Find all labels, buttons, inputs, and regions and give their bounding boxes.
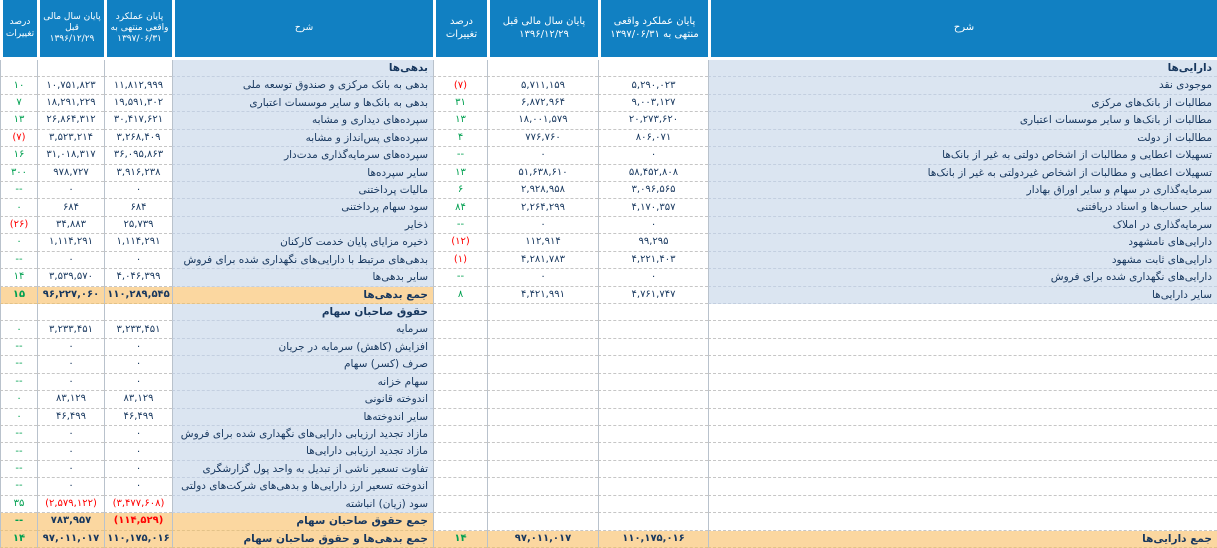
table-row (433, 112, 1217, 129)
description-cell[interactable] (708, 426, 1217, 443)
empty-row (433, 461, 1217, 478)
current-value-cell[interactable] (598, 374, 708, 391)
change-percent-cell[interactable]: ۱۶ (0, 147, 37, 164)
description-cell[interactable] (708, 409, 1217, 426)
change-percent-cell[interactable]: ۰ (0, 391, 37, 408)
section-header-row (0, 60, 433, 77)
table-row (433, 77, 1217, 94)
current-value-cell[interactable]: ۰ (104, 443, 172, 460)
current-value-cell[interactable]: ۴,۰۴۶,۳۹۹ (104, 269, 172, 286)
current-value-cell[interactable] (104, 60, 172, 77)
assets-table-body (433, 60, 1217, 548)
description-cell[interactable]: سود سهام پرداختنی (172, 199, 433, 216)
description-cell[interactable]: مازاد تجدید ارزیابی دارایی‌ها (172, 443, 433, 460)
description-cell[interactable] (708, 304, 1217, 321)
description-cell[interactable] (708, 443, 1217, 460)
change-percent-cell[interactable] (433, 513, 487, 530)
previous-value-cell[interactable]: ۰ (487, 269, 598, 286)
change-percent-cell[interactable]: ۴ (433, 130, 487, 147)
change-percent-cell[interactable] (433, 374, 487, 391)
description-cell[interactable]: سرمایه‌گذاری در سهام و سایر اوراق بهادار (708, 182, 1217, 199)
table-row (433, 217, 1217, 234)
description-cell[interactable]: بدهی‌های مرتبط با دارایی‌های نگهداری شده برای فروش (172, 252, 433, 269)
current-value-cell[interactable] (598, 60, 708, 77)
liabilities-column-header-current-period[interactable]: پایان عملکرد واقعی منتهی به ۱۳۹۷/۰۶/۳۱ (104, 0, 172, 57)
description-cell[interactable]: جمع بدهی‌ها (172, 287, 433, 304)
total-row (0, 513, 433, 530)
previous-value-cell[interactable] (487, 60, 598, 77)
table-row (0, 374, 433, 391)
current-value-cell[interactable] (104, 304, 172, 321)
previous-value-cell[interactable]: ۷۸۳,۹۵۷ (37, 513, 104, 530)
description-cell[interactable]: جمع دارایی‌ها (708, 531, 1217, 548)
description-cell[interactable]: سایر سپرده‌ها (172, 165, 433, 182)
liabilities-header-row (0, 0, 433, 57)
previous-value-cell[interactable]: ۰ (37, 478, 104, 495)
liabilities-column-header-description[interactable]: شرح (172, 0, 433, 57)
change-percent-cell[interactable]: ۷ (0, 95, 37, 112)
current-value-cell[interactable]: ۳,۰۹۶,۵۶۵ (598, 182, 708, 199)
current-value-cell[interactable]: ۳۰,۴۱۷,۶۲۱ (104, 112, 172, 129)
description-cell[interactable]: سایر دارایی‌ها (708, 287, 1217, 304)
previous-value-cell[interactable]: ۱۰,۷۵۱,۸۲۳ (37, 77, 104, 94)
description-cell[interactable] (708, 374, 1217, 391)
table-row (0, 269, 433, 286)
previous-value-cell[interactable]: ۳,۵۳۹,۵۷۰ (37, 269, 104, 286)
assets-header-row (433, 0, 1217, 57)
description-cell[interactable]: سپرده‌های پس‌انداز و مشابه (172, 130, 433, 147)
current-value-cell[interactable]: ۹,۰۰۳,۱۲۷ (598, 95, 708, 112)
previous-value-cell[interactable]: ۰ (37, 461, 104, 478)
previous-value-cell[interactable] (487, 339, 598, 356)
previous-value-cell[interactable] (487, 513, 598, 530)
change-percent-cell[interactable] (0, 304, 37, 321)
description-cell[interactable]: سود (زیان) انباشته (172, 496, 433, 513)
previous-value-cell[interactable]: ۱۸,۲۹۱,۲۲۹ (37, 95, 104, 112)
previous-value-cell[interactable] (487, 321, 598, 338)
previous-value-cell[interactable]: ۹۷۸,۷۲۷ (37, 165, 104, 182)
change-percent-cell[interactable]: (۲۶) (0, 217, 37, 234)
assets-column-header-description[interactable]: شرح (708, 0, 1217, 57)
description-cell[interactable]: تفاوت تسعیر ناشی از تبدیل به واحد پول گزارشگری (172, 461, 433, 478)
table-row (0, 165, 433, 182)
current-value-cell[interactable]: ۸۰۶,۰۷۱ (598, 130, 708, 147)
current-value-cell[interactable]: ۱,۱۱۴,۲۹۱ (104, 234, 172, 251)
current-value-cell[interactable] (598, 496, 708, 513)
previous-value-cell[interactable]: ۰ (37, 426, 104, 443)
table-row (433, 182, 1217, 199)
current-value-cell[interactable]: ۱۱,۸۱۲,۹۹۹ (104, 77, 172, 94)
table-row (433, 95, 1217, 112)
previous-value-cell[interactable]: ۳,۲۳۳,۴۵۱ (37, 321, 104, 338)
current-value-cell[interactable]: ۰ (104, 182, 172, 199)
previous-value-cell[interactable] (37, 60, 104, 77)
empty-row (433, 496, 1217, 513)
previous-value-cell[interactable]: ۱۸,۰۰۱,۵۷۹ (487, 112, 598, 129)
current-value-cell[interactable]: ۰ (104, 478, 172, 495)
table-row (0, 112, 433, 129)
change-percent-cell[interactable] (433, 60, 487, 77)
table-row (433, 199, 1217, 216)
previous-value-cell[interactable]: ۰ (487, 217, 598, 234)
change-percent-cell[interactable] (433, 339, 487, 356)
previous-value-cell[interactable]: ۱۱۲,۹۱۴ (487, 234, 598, 251)
change-percent-cell[interactable]: ۱۳ (0, 112, 37, 129)
table-row (0, 130, 433, 147)
description-cell[interactable] (708, 339, 1217, 356)
description-cell[interactable]: افزایش (کاهش) سرمایه در جریان (172, 339, 433, 356)
current-value-cell[interactable] (598, 426, 708, 443)
table-row (0, 217, 433, 234)
change-percent-cell[interactable]: ۰ (0, 199, 37, 216)
description-cell[interactable]: مالیات پرداختنی (172, 182, 433, 199)
table-row (433, 130, 1217, 147)
change-percent-cell[interactable]: (۷) (0, 130, 37, 147)
change-percent-cell[interactable]: -- (0, 443, 37, 460)
description-cell[interactable]: تسهیلات اعطایی و مطالبات از اشخاص غیردولتی به غیر از بانک‌ها (708, 165, 1217, 182)
previous-value-cell[interactable]: ۰ (37, 374, 104, 391)
current-value-cell[interactable]: ۱۹,۵۹۱,۳۰۲ (104, 95, 172, 112)
previous-value-cell[interactable]: ۵۱,۶۳۸,۶۱۰ (487, 165, 598, 182)
table-row (0, 356, 433, 373)
description-cell[interactable]: سایر حساب‌ها و اسناد دریافتنی (708, 199, 1217, 216)
empty-row (433, 478, 1217, 495)
previous-value-cell[interactable] (487, 356, 598, 373)
current-value-cell[interactable] (598, 513, 708, 530)
previous-value-cell[interactable] (487, 496, 598, 513)
change-percent-cell[interactable]: (۷) (433, 77, 487, 94)
table-row (0, 478, 433, 495)
current-value-cell[interactable] (598, 461, 708, 478)
change-percent-cell[interactable]: (۱) (433, 252, 487, 269)
previous-value-cell[interactable]: ۰ (37, 443, 104, 460)
current-value-cell[interactable]: ۰ (104, 252, 172, 269)
description-cell[interactable] (708, 496, 1217, 513)
previous-value-cell[interactable]: ۳۴,۸۸۳ (37, 217, 104, 234)
previous-value-cell[interactable]: ۹۶,۲۲۷,۰۶۰ (37, 287, 104, 304)
assets-column-header-previous-year[interactable]: پایان سال مالی قبل ۱۳۹۶/۱۲/۲۹ (487, 0, 598, 57)
change-percent-cell[interactable]: ۶ (433, 182, 487, 199)
table-row (433, 234, 1217, 251)
liabilities-column-header-change-percent[interactable]: درصد تغییرات (0, 0, 37, 57)
current-value-cell[interactable] (598, 443, 708, 460)
current-value-cell[interactable]: ۶۸۴ (104, 199, 172, 216)
previous-value-cell[interactable] (487, 426, 598, 443)
description-cell[interactable] (708, 391, 1217, 408)
current-value-cell[interactable]: ۱۱۰,۲۸۹,۵۴۵ (104, 287, 172, 304)
description-cell[interactable]: موجودی نقد (708, 77, 1217, 94)
assets-column-header-current-period[interactable]: پایان عملکرد واقعی منتهی به ۱۳۹۷/۰۶/۳۱ (598, 0, 708, 57)
description-cell[interactable]: سپرده‌های دیداری و مشابه (172, 112, 433, 129)
change-percent-cell[interactable]: -- (0, 182, 37, 199)
current-value-cell[interactable]: ۳,۹۱۶,۲۳۸ (104, 165, 172, 182)
table-row (0, 182, 433, 199)
previous-value-cell[interactable]: ۹۷,۰۱۱,۰۱۷ (37, 531, 104, 548)
table-row (0, 234, 433, 251)
current-value-cell[interactable]: ۴,۲۲۱,۴۰۳ (598, 252, 708, 269)
change-percent-cell[interactable] (433, 478, 487, 495)
liabilities-table-body (0, 60, 433, 548)
assets-table (433, 0, 1217, 548)
current-value-cell[interactable]: ۰ (104, 374, 172, 391)
current-value-cell[interactable]: ۰ (598, 269, 708, 286)
previous-value-cell[interactable] (487, 374, 598, 391)
table-row (0, 199, 433, 216)
previous-value-cell[interactable]: ۴,۲۸۱,۷۸۳ (487, 252, 598, 269)
description-cell[interactable] (708, 461, 1217, 478)
previous-value-cell[interactable]: ۰ (37, 356, 104, 373)
previous-value-cell[interactable]: (۲,۵۷۹,۱۲۲) (37, 496, 104, 513)
empty-row (433, 426, 1217, 443)
previous-value-cell[interactable] (487, 391, 598, 408)
description-cell[interactable]: دارایی‌های نگهداری شده برای فروش (708, 269, 1217, 286)
current-value-cell[interactable]: ۰ (104, 426, 172, 443)
table-row (0, 339, 433, 356)
previous-value-cell[interactable]: ۹۷,۰۱۱,۰۱۷ (487, 531, 598, 548)
change-percent-cell[interactable] (433, 391, 487, 408)
description-cell[interactable]: ذخیره مزایای پایان خدمت کارکنان (172, 234, 433, 251)
current-value-cell[interactable]: ۱۱۰,۱۷۵,۰۱۶ (104, 531, 172, 548)
table-row (0, 443, 433, 460)
change-percent-cell[interactable]: ۳۵ (0, 496, 37, 513)
previous-value-cell[interactable]: ۵,۷۱۱,۱۵۹ (487, 77, 598, 94)
description-cell[interactable]: سایر اندوخته‌ها (172, 409, 433, 426)
previous-value-cell[interactable]: ۷۷۶,۷۶۰ (487, 130, 598, 147)
current-value-cell[interactable]: ۳,۲۳۳,۴۵۱ (104, 321, 172, 338)
empty-row (433, 443, 1217, 460)
change-percent-cell[interactable] (433, 409, 487, 426)
current-value-cell[interactable]: ۳۶,۰۹۵,۸۶۳ (104, 147, 172, 164)
table-row (0, 147, 433, 164)
change-percent-cell[interactable] (433, 461, 487, 478)
change-percent-cell[interactable]: -- (0, 513, 37, 530)
change-percent-cell[interactable]: ۸ (433, 287, 487, 304)
description-cell[interactable]: سرمایه (172, 321, 433, 338)
change-percent-cell[interactable]: ۱۳ (433, 112, 487, 129)
change-percent-cell[interactable]: ۱۴ (433, 531, 487, 548)
current-value-cell[interactable]: ۴,۷۶۱,۷۴۷ (598, 287, 708, 304)
change-percent-cell[interactable]: (۱۲) (433, 234, 487, 251)
current-value-cell[interactable] (598, 356, 708, 373)
description-cell[interactable]: بدهی به بانک مرکزی و صندوق توسعه ملی (172, 77, 433, 94)
previous-value-cell[interactable]: ۰ (37, 339, 104, 356)
table-row (0, 252, 433, 269)
current-value-cell[interactable]: ۲۰,۲۷۳,۶۲۰ (598, 112, 708, 129)
change-percent-cell[interactable]: -- (433, 217, 487, 234)
current-value-cell[interactable]: ۵,۲۹۰,۰۲۳ (598, 77, 708, 94)
description-cell[interactable] (708, 478, 1217, 495)
description-cell[interactable]: مطالبات از بانک‌های مرکزی (708, 95, 1217, 112)
table-row (433, 287, 1217, 304)
table-row (0, 77, 433, 94)
table-row (433, 165, 1217, 182)
change-percent-cell[interactable]: ۱۴ (0, 269, 37, 286)
empty-row (433, 321, 1217, 338)
current-value-cell[interactable] (598, 478, 708, 495)
empty-row (433, 391, 1217, 408)
previous-value-cell[interactable]: ۴,۴۲۱,۹۹۱ (487, 287, 598, 304)
previous-value-cell[interactable]: ۰ (37, 182, 104, 199)
current-value-cell[interactable]: ۱۱۰,۱۷۵,۰۱۶ (598, 531, 708, 548)
current-value-cell[interactable] (598, 304, 708, 321)
previous-value-cell[interactable]: ۲۶,۸۶۴,۳۱۲ (37, 112, 104, 129)
change-percent-cell[interactable] (433, 496, 487, 513)
current-value-cell[interactable]: ۹۹,۲۹۵ (598, 234, 708, 251)
change-percent-cell[interactable]: ۰ (0, 409, 37, 426)
table-row (0, 496, 433, 513)
current-value-cell[interactable]: ۵۸,۴۵۲,۸۰۸ (598, 165, 708, 182)
previous-value-cell[interactable] (487, 478, 598, 495)
current-value-cell[interactable]: ۰ (104, 461, 172, 478)
previous-value-cell[interactable] (487, 409, 598, 426)
empty-row (433, 304, 1217, 321)
change-percent-cell[interactable]: -- (0, 478, 37, 495)
current-value-cell[interactable]: ۴,۱۷۰,۳۵۷ (598, 199, 708, 216)
previous-value-cell[interactable]: ۰ (487, 147, 598, 164)
table-row (433, 147, 1217, 164)
description-cell[interactable]: صرف (کسر) سهام (172, 356, 433, 373)
previous-value-cell[interactable]: ۰ (37, 252, 104, 269)
previous-value-cell[interactable]: ۳۱,۰۱۸,۳۱۷ (37, 147, 104, 164)
table-row (0, 461, 433, 478)
previous-value-cell[interactable]: ۴۶,۴۹۹ (37, 409, 104, 426)
change-percent-cell[interactable]: ۱۴ (0, 531, 37, 548)
change-percent-cell[interactable] (433, 356, 487, 373)
table-row (0, 391, 433, 408)
previous-value-cell[interactable]: ۲,۲۶۴,۲۹۹ (487, 199, 598, 216)
change-percent-cell[interactable]: -- (433, 269, 487, 286)
description-cell[interactable]: مطالبات از دولت (708, 130, 1217, 147)
change-percent-cell[interactable] (433, 321, 487, 338)
previous-value-cell[interactable] (487, 304, 598, 321)
current-value-cell[interactable]: ۰ (598, 147, 708, 164)
previous-value-cell[interactable]: ۱,۱۱۴,۲۹۱ (37, 234, 104, 251)
change-percent-cell[interactable] (433, 304, 487, 321)
current-value-cell[interactable]: ۳,۲۶۸,۴۰۹ (104, 130, 172, 147)
table-row (0, 95, 433, 112)
table-row (433, 252, 1217, 269)
total-row (0, 287, 433, 304)
empty-row (433, 356, 1217, 373)
liabilities-equity-table (0, 0, 433, 548)
description-cell[interactable]: دارایی‌های نامشهود (708, 234, 1217, 251)
current-value-cell[interactable] (598, 409, 708, 426)
change-percent-cell[interactable]: ۸۴ (433, 199, 487, 216)
current-value-cell[interactable]: ۸۳,۱۲۹ (104, 391, 172, 408)
change-percent-cell[interactable]: ۱۵ (0, 287, 37, 304)
current-value-cell[interactable]: ۰ (598, 217, 708, 234)
description-cell[interactable]: سهام خزانه (172, 374, 433, 391)
current-value-cell[interactable]: ۰ (104, 356, 172, 373)
description-cell[interactable]: جمع بدهی‌ها و حقوق صاحبان سهام (172, 531, 433, 548)
previous-value-cell[interactable] (487, 461, 598, 478)
change-percent-cell[interactable]: -- (0, 252, 37, 269)
description-cell[interactable]: بدهی به بانک‌ها و سایر موسسات اعتباری (172, 95, 433, 112)
description-cell[interactable]: سایر بدهی‌ها (172, 269, 433, 286)
current-value-cell[interactable]: ۲۵,۷۳۹ (104, 217, 172, 234)
description-cell[interactable]: مطالبات از بانک‌ها و سایر موسسات اعتباری (708, 112, 1217, 129)
empty-row (433, 409, 1217, 426)
previous-value-cell[interactable]: ۲,۹۲۸,۹۵۸ (487, 182, 598, 199)
table-row (0, 409, 433, 426)
description-cell[interactable] (708, 356, 1217, 373)
total-row (433, 531, 1217, 548)
current-value-cell[interactable] (598, 339, 708, 356)
previous-value-cell[interactable]: ۶,۸۷۲,۹۶۴ (487, 95, 598, 112)
empty-row (433, 513, 1217, 530)
change-percent-cell[interactable]: -- (0, 356, 37, 373)
change-percent-cell[interactable]: ۰ (0, 321, 37, 338)
change-percent-cell[interactable]: ۳۰۰ (0, 165, 37, 182)
description-cell[interactable]: جمع حقوق صاحبان سهام (172, 513, 433, 530)
change-percent-cell[interactable]: ۱۳ (433, 165, 487, 182)
table-row (0, 321, 433, 338)
change-percent-cell[interactable]: -- (433, 147, 487, 164)
change-percent-cell[interactable] (433, 443, 487, 460)
description-cell[interactable]: سپرده‌های سرمایه‌گذاری مدت‌دار (172, 147, 433, 164)
change-percent-cell[interactable]: -- (0, 374, 37, 391)
description-cell[interactable]: اندوخته تسعیر ارز دارایی‌ها و بدهی‌های شرکت‌های دولتی (172, 478, 433, 495)
description-cell[interactable]: بدهی‌ها (172, 60, 433, 77)
current-value-cell[interactable] (598, 391, 708, 408)
assets-column-header-change-percent[interactable]: درصد تغییرات (433, 0, 487, 57)
description-cell[interactable]: مازاد تجدید ارزیابی دارایی‌های نگهداری شده برای فروش (172, 426, 433, 443)
description-cell[interactable]: دارایی‌ها (708, 60, 1217, 77)
description-cell[interactable]: دارایی‌های ثابت مشهود (708, 252, 1217, 269)
previous-value-cell[interactable] (487, 443, 598, 460)
section-header-row (433, 60, 1217, 77)
description-cell[interactable] (708, 513, 1217, 530)
current-value-cell[interactable] (598, 321, 708, 338)
change-percent-cell[interactable]: -- (0, 426, 37, 443)
change-percent-cell[interactable]: ۰ (0, 234, 37, 251)
table-row (433, 269, 1217, 286)
change-percent-cell[interactable]: ۱۰ (0, 77, 37, 94)
current-value-cell[interactable]: ۰ (104, 339, 172, 356)
previous-value-cell[interactable]: ۸۳,۱۲۹ (37, 391, 104, 408)
description-cell[interactable]: ذخایر (172, 217, 433, 234)
table-row (0, 426, 433, 443)
section-header-row (0, 304, 433, 321)
previous-value-cell[interactable] (37, 304, 104, 321)
description-cell[interactable]: اندوخته قانونی (172, 391, 433, 408)
change-percent-cell[interactable]: ۳۱ (433, 95, 487, 112)
empty-row (433, 339, 1217, 356)
change-percent-cell[interactable] (433, 426, 487, 443)
previous-value-cell[interactable]: ۳,۵۲۳,۲۱۴ (37, 130, 104, 147)
current-value-cell[interactable]: (۱۱۴,۵۲۹) (104, 513, 172, 530)
total-row (0, 531, 433, 548)
liabilities-column-header-previous-year[interactable]: پایان سال مالی قبل ۱۳۹۶/۱۲/۲۹ (37, 0, 104, 57)
description-cell[interactable] (708, 321, 1217, 338)
current-value-cell[interactable]: (۳,۴۷۷,۶۰۸) (104, 496, 172, 513)
description-cell[interactable]: تسهیلات اعطایی و مطالبات از اشخاص دولتی به غیر از بانک‌ها (708, 147, 1217, 164)
current-value-cell[interactable]: ۴۶,۴۹۹ (104, 409, 172, 426)
change-percent-cell[interactable]: -- (0, 339, 37, 356)
change-percent-cell[interactable] (0, 60, 37, 77)
description-cell[interactable]: حقوق صاحبان سهام (172, 304, 433, 321)
empty-row (433, 374, 1217, 391)
description-cell[interactable]: سرمایه‌گذاری در املاک (708, 217, 1217, 234)
change-percent-cell[interactable]: -- (0, 461, 37, 478)
previous-value-cell[interactable]: ۶۸۴ (37, 199, 104, 216)
